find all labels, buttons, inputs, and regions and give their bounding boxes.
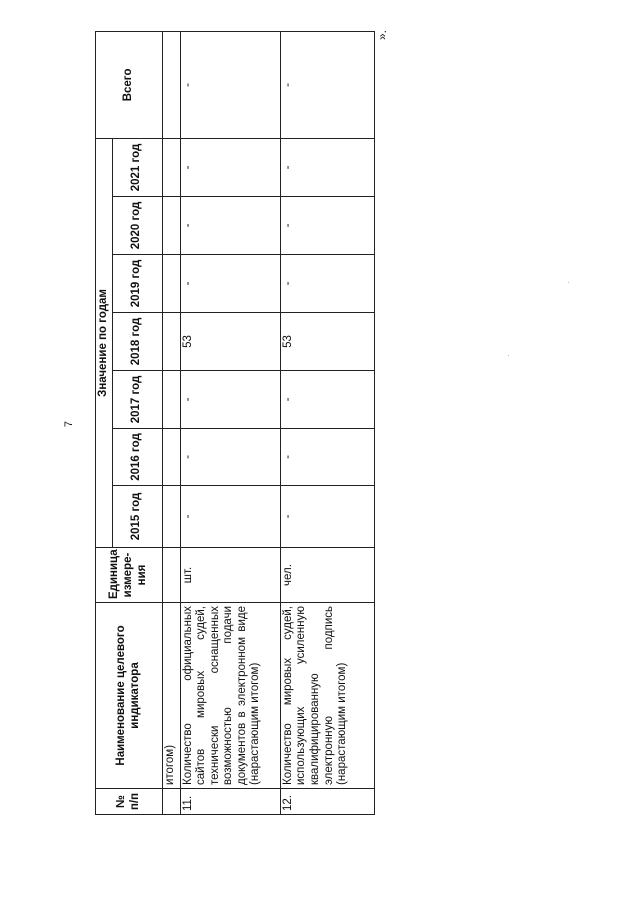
row-value — [162, 371, 180, 429]
row-indicator-name: Количество мировых судей, использующих усиленную квалифицированную электронную подпись (нарастающим итогом) — [280, 603, 374, 789]
header-year: 2016 год — [112, 429, 162, 486]
row-value: 53 — [280, 313, 374, 371]
header-indicator-name: Наименование целевого индикатора — [96, 603, 163, 789]
row-total: - — [180, 31, 280, 138]
table-row — [162, 31, 180, 814]
row-value — [162, 255, 180, 313]
row-total — [162, 31, 180, 138]
row-num — [162, 789, 180, 815]
row-num: 12. — [280, 789, 374, 815]
row-value: - — [280, 255, 374, 313]
row-value: 53 — [180, 313, 280, 371]
row-indicator-name: Количество официальных сайтов мировых судей, технически оснащенных возможностью подачи документов в электронном виде (нарастающим итогом) — [180, 603, 280, 789]
row-value: - — [180, 197, 280, 255]
row-indicator-name: итогом) — [162, 603, 180, 789]
row-value: - — [280, 486, 374, 548]
header-values-by-year: Значение по годам — [96, 138, 113, 547]
table-row — [180, 31, 280, 814]
row-value: - — [180, 429, 280, 486]
scan-speck — [508, 355, 509, 356]
row-value — [162, 197, 180, 255]
row-value — [162, 486, 180, 548]
rotated-table-container — [95, 32, 375, 815]
row-value: - — [280, 138, 374, 196]
header-year: 2017 год — [112, 371, 162, 429]
header-year: 2019 год — [112, 255, 162, 313]
row-unit: чел. — [280, 548, 374, 603]
row-value: - — [180, 371, 280, 429]
row-unit — [162, 548, 180, 603]
header-year: 2018 год — [112, 313, 162, 371]
row-value: - — [180, 486, 280, 548]
row-value — [162, 138, 180, 196]
row-value: - — [180, 255, 280, 313]
row-value — [162, 313, 180, 371]
row-value: - — [280, 197, 374, 255]
scan-speck — [568, 282, 569, 283]
row-value: - — [280, 429, 374, 486]
header-num: № п/п — [96, 789, 163, 815]
header-year: 2020 год — [112, 197, 162, 255]
row-unit: шт. — [180, 548, 280, 603]
table-row — [280, 31, 374, 814]
closing-quote: ». — [375, 29, 390, 41]
header-year: 2015 год — [112, 486, 162, 548]
row-num: 11. — [180, 789, 280, 815]
header-unit: Единица измере-ния — [96, 548, 163, 603]
page-number: 7 — [63, 420, 76, 428]
row-value: - — [180, 138, 280, 196]
row-value — [162, 429, 180, 486]
header-year: 2021 год — [112, 138, 162, 196]
header-total: Всего — [96, 31, 163, 138]
indicators-table — [95, 31, 375, 815]
row-total: - — [280, 31, 374, 138]
row-value: - — [280, 371, 374, 429]
